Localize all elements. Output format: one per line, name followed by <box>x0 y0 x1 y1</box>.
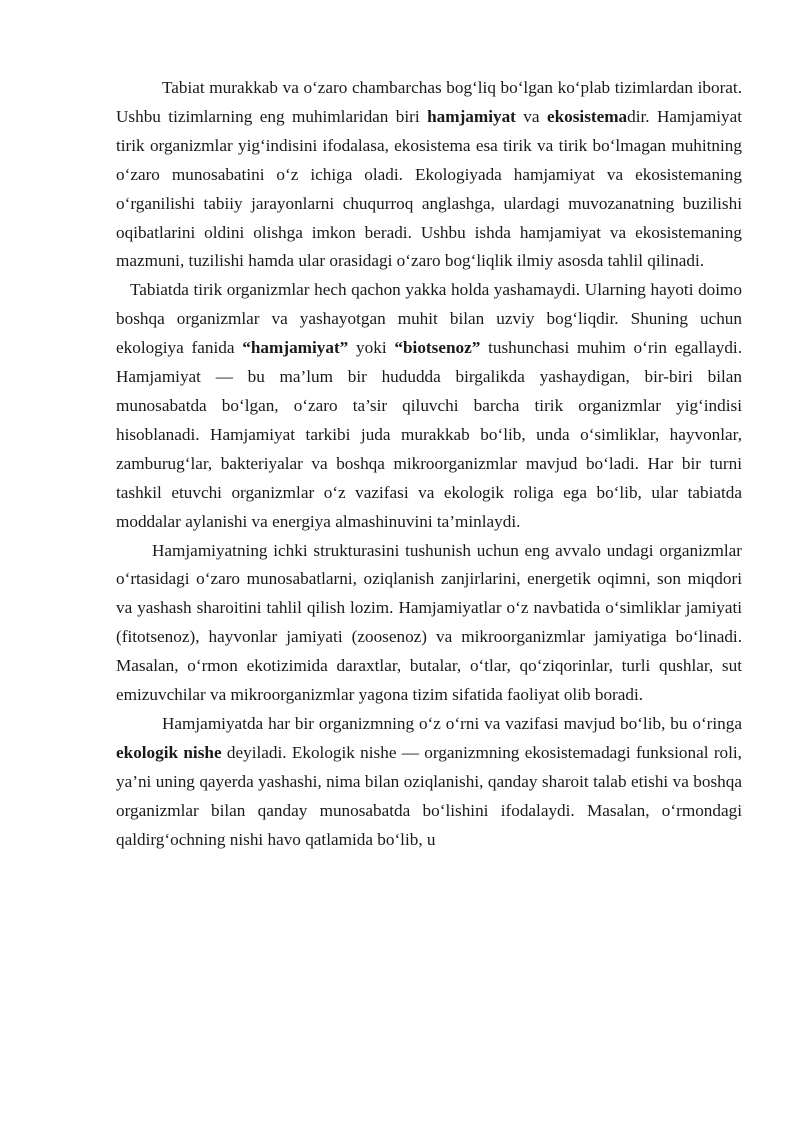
term-hamjamiyat-quoted: “hamjamiyat” <box>242 338 349 358</box>
term-hamjamiyat: hamjamiyat <box>427 106 516 126</box>
text-run: Hamjamiyatda har bir organizmning o‘z o‘rni va vazifasi mavjud bo‘lib, bu o‘ringa <box>162 713 742 733</box>
term-biotsenoz: “biotsenoz” <box>394 338 481 358</box>
text-run: tushunchasi muhim o‘rin egallaydi. Hamjamiyat — bu ma’lum bir hududda birgalikda yashaydigan, bir-biri bilan munosabatda bo‘lgan, o‘zaro ta’sir qiluvchi barcha tirik organizmlar yig‘indisi hisoblanadi. Hamjamiyat tarkibi juda murakkab bo‘lib, unda o‘simliklar, hayvonlar, zamburug‘lar, bakteriyalar va boshqa mikroorganizmlar mavjud bo‘ladi. Har bir turni tashkil etuvchi organizmlar o‘z vazifasi va ekologik roliga ega bo‘lib, ular tabiatda moddalar aylanishi va energiya almashinuvini ta’minlaydi. <box>116 338 742 531</box>
paragraph-community-definition <box>116 276 742 536</box>
document-page <box>116 74 742 854</box>
paragraph-intro <box>116 74 742 276</box>
paragraph-community-structure: Hamjamiyatning ichki strukturasini tushunish uchun eng avvalo undagi organizmlar o‘rtasidagi o‘zaro munosabatlarni, oziqlanish zanjirlarini, energetik oqimni, son miqdori va yashash sharoitini tahlil qilish lozim. Hamjamiyatlar o‘z navbatida o‘simliklar jamiyati (fitotsenoz), hayvonlar jamiyati (zoosenoz) va mikroorganizmlar jamiyatiga bo‘linadi. Masalan, o‘rmon ekotizimida daraxtlar, butalar, o‘tlar, qo‘ziqorinlar, turli qushlar, sut emizuvchilar va mikroorganizmlar yagona tizim sifatida faoliyat olib boradi. <box>116 540 742 705</box>
text-run: deyiladi. Ekologik nishe — organizmning ekosistemadagi funksional roli, ya’ni uning qayerda yashashi, nima bilan oziqlanishi, qanday sharoit talab etishi va boshqa organizmlar bilan qanday munosabatda bo‘lishini ifodalaydi. Masalan, o‘rmondagi qaldirg‘ochning nishi havo qatlamida bo‘lib, u <box>116 742 742 849</box>
term-ekosistema: ekosistema <box>546 106 628 126</box>
text-run: yoki <box>348 338 395 358</box>
text-run: Tabiatda tirik organizmlar hech qachon yakka holda yashamaydi. Ularning hayoti doimo boshqa organizmlar va yashayotgan muhit bilan uzviy bog‘liqdir. Shuning uchun ekologiya fanida <box>116 280 742 358</box>
term-ekologik-nishe: ekologik nishe <box>116 742 222 762</box>
text-run: dir. Hamjamiyat tirik organizmlar yig‘indisini ifodalasa, ekosistema esa tirik va tirik bo‘lmagan muhitning o‘zaro munosabatini o‘z ichiga oladi. Ekologiyada hamjamiyat va ekosistemaning o‘rganilishi tabiiy jarayonlarni chuqurroq anglashga, ulardagi muvozanatning buzilishi oqibatlarini oldini olishga imkon beradi. Ushbu ishda hamjamiyat va ekosistemaning mazmuni, tuzilishi hamda ular orasidagi o‘zaro bog‘liqlik ilmiy asosda tahlil qilinadi. <box>116 106 742 271</box>
paragraph-ecological-niche <box>116 710 742 855</box>
text-run: va <box>515 106 547 126</box>
text-run: Tabiat murakkab va o‘zaro chambarchas bog‘liq bo‘lgan ko‘plab tizimlardan iborat. Ushbu tizimlarning eng muhimlaridan biri <box>116 78 742 126</box>
